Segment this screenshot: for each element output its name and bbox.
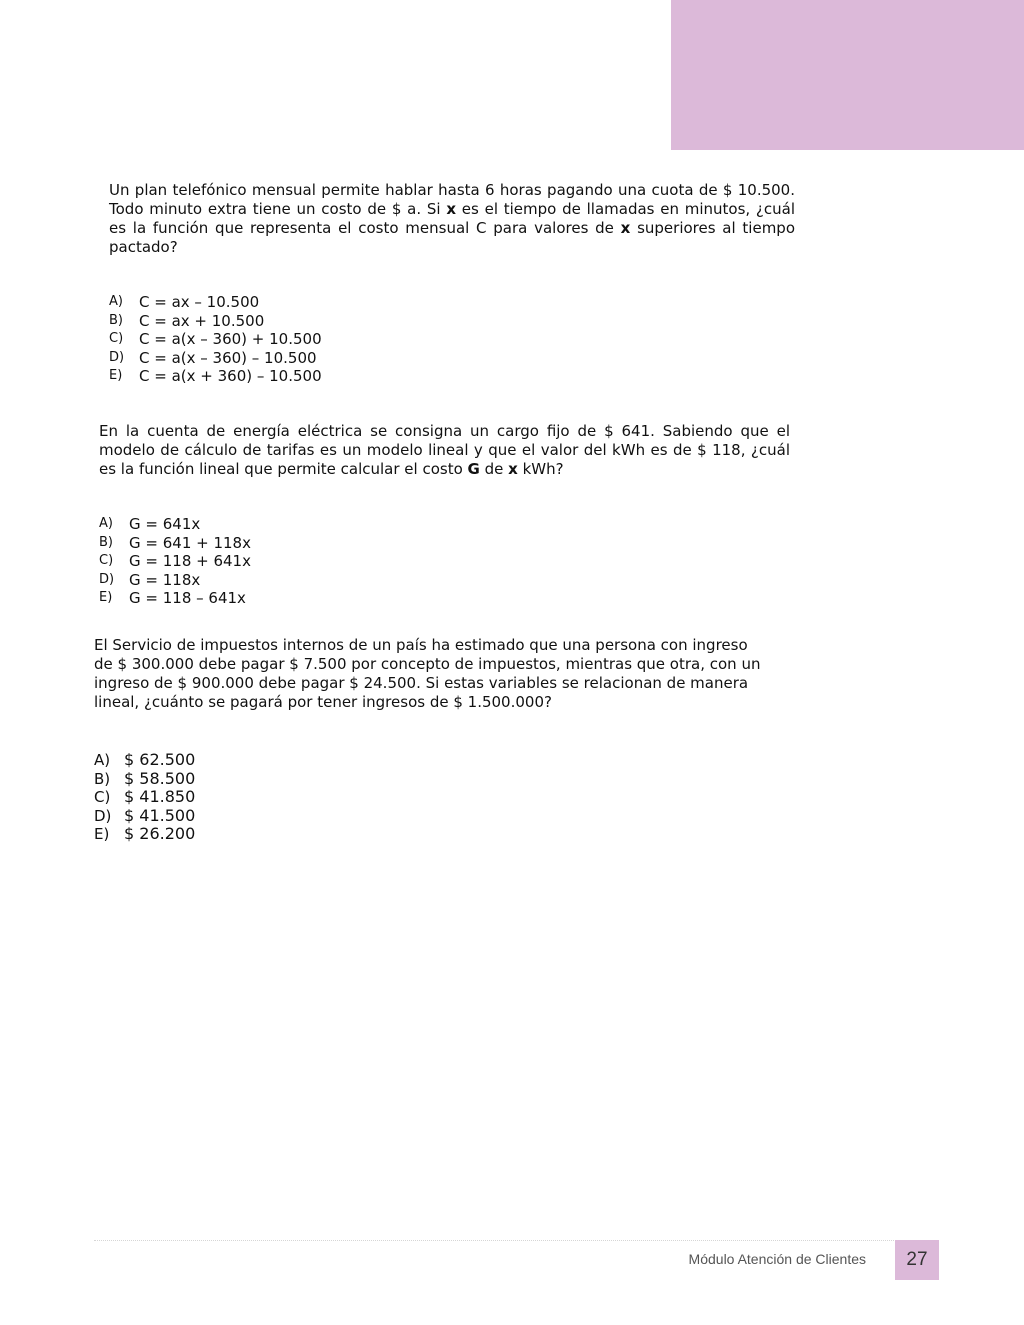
- question-text-part: superiores al tiempo pactado?: [109, 219, 796, 256]
- question-2-text: [99, 422, 790, 479]
- option-text: $ 58.500: [124, 768, 196, 788]
- option-text: G = 118 + 641x: [129, 552, 251, 570]
- option-b: [94, 770, 195, 789]
- option-letter: A): [109, 294, 123, 309]
- option-letter: E): [99, 590, 113, 605]
- option-text: C = ax + 10.500: [139, 311, 265, 330]
- option-text: G = 641x: [129, 515, 201, 533]
- option-letter: B): [99, 534, 113, 550]
- option-text: $ 62.500: [124, 751, 196, 769]
- question-3-options: [94, 751, 195, 843]
- option-letter: A): [94, 751, 111, 769]
- header-accent-block: [671, 0, 1024, 150]
- option-text: $ 26.200: [124, 824, 196, 843]
- question-1-options: [109, 293, 322, 386]
- option-d: [109, 349, 322, 368]
- option-letter: A): [99, 516, 113, 531]
- footer-module-title: Módulo Atención de Clientes: [688, 1251, 866, 1267]
- option-text: C = a(x – 360) + 10.500: [139, 330, 322, 348]
- question-2-options: [99, 515, 251, 608]
- option-d: [94, 807, 195, 826]
- option-letter: D): [94, 806, 112, 825]
- question-3-text: [94, 636, 795, 712]
- question-line: lineal, ¿cuánto se pagará por tener ingresos de $ 1.500.000?: [94, 693, 552, 711]
- option-letter: D): [109, 349, 125, 365]
- option-c: [94, 788, 195, 807]
- question-line: El Servicio de impuestos internos de un país ha estimado que una persona con ingreso: [94, 636, 748, 654]
- option-text: $ 41.500: [124, 805, 196, 825]
- option-c: [99, 552, 251, 571]
- option-text: C = ax – 10.500: [139, 293, 260, 311]
- question-text-part: es el tiempo de llamadas en minutos, ¿cuál es la función que representa el costo mensual C para valores de: [109, 200, 795, 237]
- option-text: $ 41.850: [124, 787, 196, 806]
- question-text-part: de: [479, 460, 509, 478]
- option-text: C = a(x – 360) – 10.500: [139, 348, 317, 367]
- question-text-part: kWh?: [517, 460, 564, 478]
- option-b: [99, 534, 251, 553]
- variable-x: x: [446, 200, 457, 218]
- option-letter: D): [99, 571, 115, 587]
- option-text: G = 641 + 118x: [129, 533, 251, 552]
- page-number: 27: [895, 1240, 939, 1280]
- variable-x: x: [620, 219, 631, 237]
- option-letter: C): [94, 788, 111, 806]
- option-a: [99, 515, 251, 534]
- option-d: [99, 571, 251, 590]
- option-letter: B): [109, 312, 123, 328]
- option-e: [109, 367, 322, 386]
- option-letter: B): [94, 769, 111, 788]
- option-b: [109, 312, 322, 331]
- option-letter: E): [109, 368, 123, 383]
- question-line: de $ 300.000 debe pagar $ 7.500 por concepto de impuestos, mientras que otra, con un: [94, 655, 761, 673]
- option-text: C = a(x + 360) – 10.500: [139, 367, 322, 385]
- option-e: [94, 825, 195, 843]
- option-text: G = 118 – 641x: [129, 589, 246, 607]
- option-text: G = 118x: [129, 570, 201, 589]
- question-line: ingreso de $ 900.000 debe pagar $ 24.500. Si estas variables se relacionan de manera: [94, 674, 749, 692]
- option-a: [94, 751, 195, 770]
- option-a: [109, 293, 322, 312]
- question-text-part: En la cuenta de energía eléctrica se consigna un cargo fijo de $ 641. Sabiendo que el modelo de cálculo de tarifas es un modelo lineal y que el valor del kWh es de $ 118, ¿cuál es la función lineal que permite calcular el costo: [99, 422, 790, 478]
- option-letter: C): [99, 553, 114, 568]
- option-c: [109, 330, 322, 349]
- question-1-text: [109, 181, 795, 257]
- question-text-part: Un plan telefónico mensual permite hablar hasta 6 horas pagando una cuota de $ 10.500. Todo minuto extra tiene un costo de $ a. Si: [109, 181, 795, 218]
- option-letter: E): [94, 825, 110, 843]
- variable-x: x: [508, 460, 518, 478]
- option-e: [99, 589, 251, 608]
- footer-divider: [94, 1240, 894, 1241]
- variable-g: G: [467, 460, 480, 478]
- option-letter: C): [109, 331, 124, 346]
